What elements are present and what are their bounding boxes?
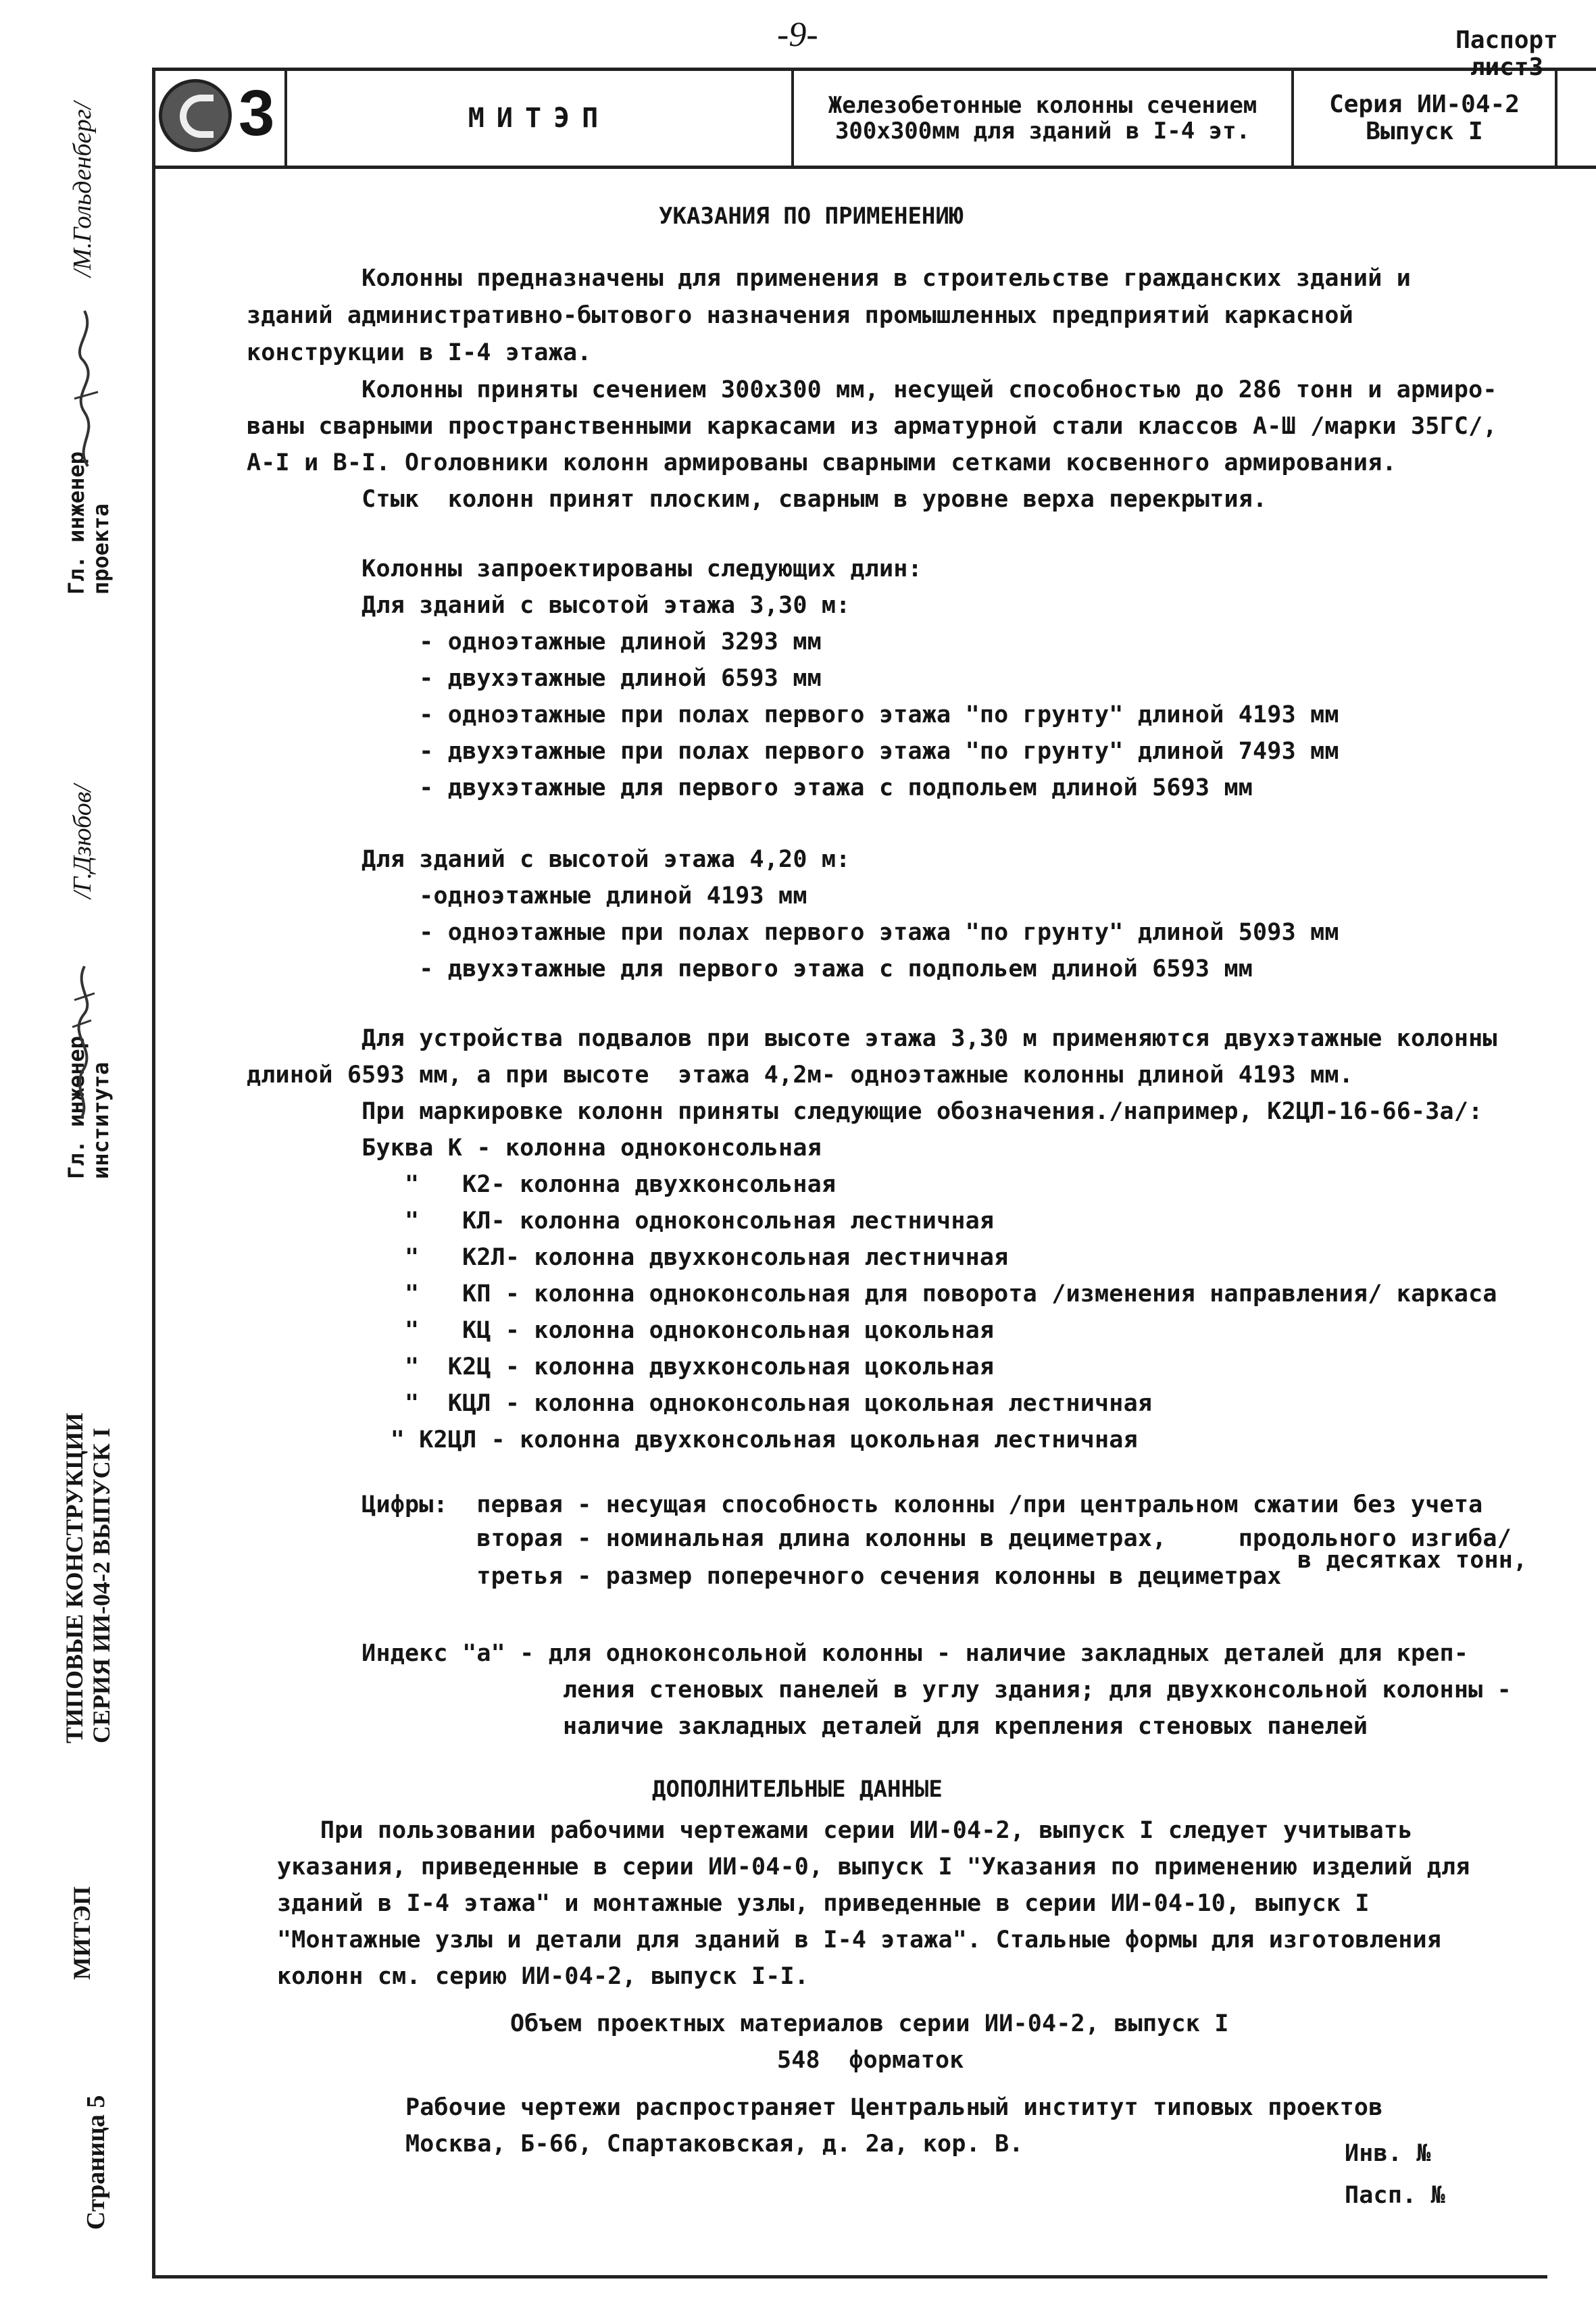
chief-engineer-institute-label-line2: института (88, 1062, 114, 1179)
org-stamp: МИТЭП (68, 1886, 95, 1980)
chief-engineer-project-label-line1: Гл. инженер (64, 451, 89, 595)
text-line: Объем проектных материалов серии ИИ-04-2, выпуск I (510, 2010, 1229, 2037)
series-line2: Выпуск I (1366, 118, 1483, 145)
text-line: Колонны приняты сечением 300х300 мм, несущей способностью до 286 тонн и армиро- (247, 376, 1497, 403)
page-number: -9- (777, 16, 818, 54)
text-line: ления стеновых панелей в углу здания; для двухконсольной колонны - (247, 1676, 1512, 1703)
series-line1: Серия ИИ-04-2 (1329, 91, 1520, 118)
text-line: " КП - колонна одноконсольная для поворота /изменения направления/ каркаса (247, 1280, 1497, 1308)
text-line: длиной 6593 мм, а при высоте этажа 4,2м- одноэтажные колонны длиной 4193 мм. (247, 1062, 1353, 1089)
text-line: Москва, Б-66, Спартаковская, д. 2а, кор. В. (405, 2131, 1024, 2158)
sheet-label-line2: лист3 (1470, 53, 1544, 81)
text-line: 548 форматок (777, 2047, 964, 2074)
text-line: конструкции в I-4 этажа. (247, 339, 592, 366)
text-line: зданий в I-4 этажа" и монтажные узлы, приведенные в серии ИИ-04-10, выпуск I (277, 1890, 1370, 1917)
title-block-logo-cell (152, 71, 287, 166)
institute-logo-icon (159, 79, 232, 152)
document-title-line1: Железобетонные колонны сечением (828, 92, 1257, 119)
text-line: "Монтажные узлы и детали для зданий в I-4 этажа". Стальные формы для изготовления (277, 1926, 1442, 1953)
chief-engineer-project-label-line2: проекта (88, 503, 114, 595)
title-block (152, 68, 1596, 169)
text-line: Колонны запроектированы следующих длин: (247, 555, 922, 582)
text-line: Для зданий с высотой этажа 3,30 м: (247, 592, 851, 619)
series-stamp-line2: СЕРИЯ ИИ-04-2 ВЫПУСК I (88, 1428, 115, 1743)
text-line: При пользовании рабочими чертежами серии ИИ-04-2, выпуск I следует учитывать (277, 1817, 1413, 1844)
chief-engineer-institute-name: /Г.Дзюбов/ (68, 785, 97, 899)
document-title-cell (794, 71, 1294, 166)
signature-institute (57, 946, 105, 1122)
text-line: Рабочие чертежи распространяет Центральный институт типовых проектов (405, 2094, 1383, 2121)
sheet-label (1426, 27, 1588, 81)
text-line: - двухэтажные для первого этажа с подпольем длиной 6593 мм (247, 955, 1253, 982)
text-line: - одноэтажные при полах первого этажа "по грунту" длиной 4193 мм (247, 701, 1339, 728)
text-line: - одноэтажные при полах первого этажа "по грунту" длиной 5093 мм (247, 919, 1339, 946)
text-line: Колонны предназначены для применения в строительстве гражданских зданий и (247, 265, 1412, 292)
document-title-line2: 300х300мм для зданий в I-4 эт. (834, 118, 1251, 145)
text-line: в десятках тонн, (1297, 1547, 1528, 1574)
text-line: третья - размер поперечного сечения колонны в дециметрах (247, 1563, 1282, 1590)
text-line: " КЦЛ - колонна одноконсольная цокольная лестничная (247, 1390, 1153, 1417)
signature-project (61, 297, 108, 473)
text-line: указания, приведенные в серии ИИ-04-0, выпуск I "Указания по применению изделий для (277, 1853, 1470, 1881)
text-line: " К2ЦЛ - колонна двухконсольная цокольная лестничная (247, 1426, 1138, 1453)
chief-engineer-project-name: /М.Гольденберг/ (68, 101, 97, 277)
text-line: - двухэтажные для первого этажа с подпольем длиной 5693 мм (247, 774, 1253, 801)
text-line: Стык колонн принят плоским, сварным в уровне верха перекрытия. (247, 486, 1268, 513)
frame-bottom-border (152, 2275, 1547, 2279)
text-line: " К2Ц - колонна двухконсольная цокольная (247, 1353, 995, 1380)
organization-name: МИТЭП (287, 71, 794, 166)
page-stamp: Страница 5 (82, 2095, 110, 2230)
series-stamp-line1: ТИПОВЫЕ КОНСТРУКЦИИ (61, 1412, 88, 1743)
text-line: " КЛ- колонна одноконсольная лестничная (247, 1208, 995, 1235)
text-line: колонн см. серию ИИ-04-2, выпуск I-I. (277, 1963, 809, 1990)
text-line: Индекс "а" - для одноконсольной колонны - наличие закладных деталей для креп- (247, 1640, 1469, 1667)
text-line: А-I и В-I. Оголовники колонн армированы сварными сетками косвенного армирования. (247, 449, 1397, 476)
text-line: зданий административно-бытового назначения промышленных предприятий каркасной (247, 302, 1353, 329)
text-line: " К2- колонна двухконсольная (247, 1171, 837, 1198)
frame-left-border (152, 68, 155, 2279)
text-line: вторая - номинальная длина колонны в дециметрах, продольного изгиба/ (247, 1525, 1512, 1552)
text-line: Для устройства подвалов при высоте этажа 3,30 м применяются двухэтажные колонны (247, 1025, 1497, 1052)
series-cell (1294, 71, 1557, 166)
sheet-cell-spacer (1557, 71, 1596, 166)
text-line: наличие закладных деталей для крепления стеновых панелей (247, 1713, 1368, 1740)
text-line: Буква К - колонна одноконсольная (247, 1135, 822, 1162)
text-line: -одноэтажные длиной 4193 мм (247, 882, 807, 910)
text-line: Для зданий с высотой этажа 4,20 м: (247, 846, 851, 873)
text-line: - двухэтажные при полах первого этажа "по грунту" длиной 7493 мм (247, 738, 1339, 765)
logo-number: 3 (239, 77, 275, 149)
series-stamp (61, 1413, 115, 1743)
text-line: Цифры: первая - несущая способность колонны /при центральном сжатии без учета (247, 1491, 1483, 1518)
inventory-number-label: Инв. № (1345, 2140, 1431, 2167)
text-line: " КЦ - колонна одноконсольная цокольная (247, 1317, 995, 1344)
text-line: ваны сварными пространственными каркасами из арматурной стали классов А-Ш /марки 35ГС/, (247, 413, 1497, 440)
text-line: - двухэтажные длиной 6593 мм (247, 665, 822, 692)
text-line: При маркировке колонн приняты следующие обозначения./например, К2ЦЛ-16-66-3а/: (247, 1098, 1483, 1125)
text-line: - одноэтажные длиной 3293 мм (247, 628, 822, 655)
passport-number-label: Пасп. № (1345, 2182, 1445, 2209)
chief-engineer-institute-label-line1: Гл. инженер (64, 1036, 89, 1179)
text-line: " К2Л- колонна двухконсольная лестничная (247, 1244, 1009, 1271)
heading-additional-data: ДОПОЛНИТЕЛЬНЫЕ ДАННЫЕ (652, 1776, 943, 1803)
heading-instructions: УКАЗАНИЯ ПО ПРИМЕНЕНИЮ (659, 203, 964, 230)
sheet-label-line1: Паспорт (1455, 26, 1558, 54)
